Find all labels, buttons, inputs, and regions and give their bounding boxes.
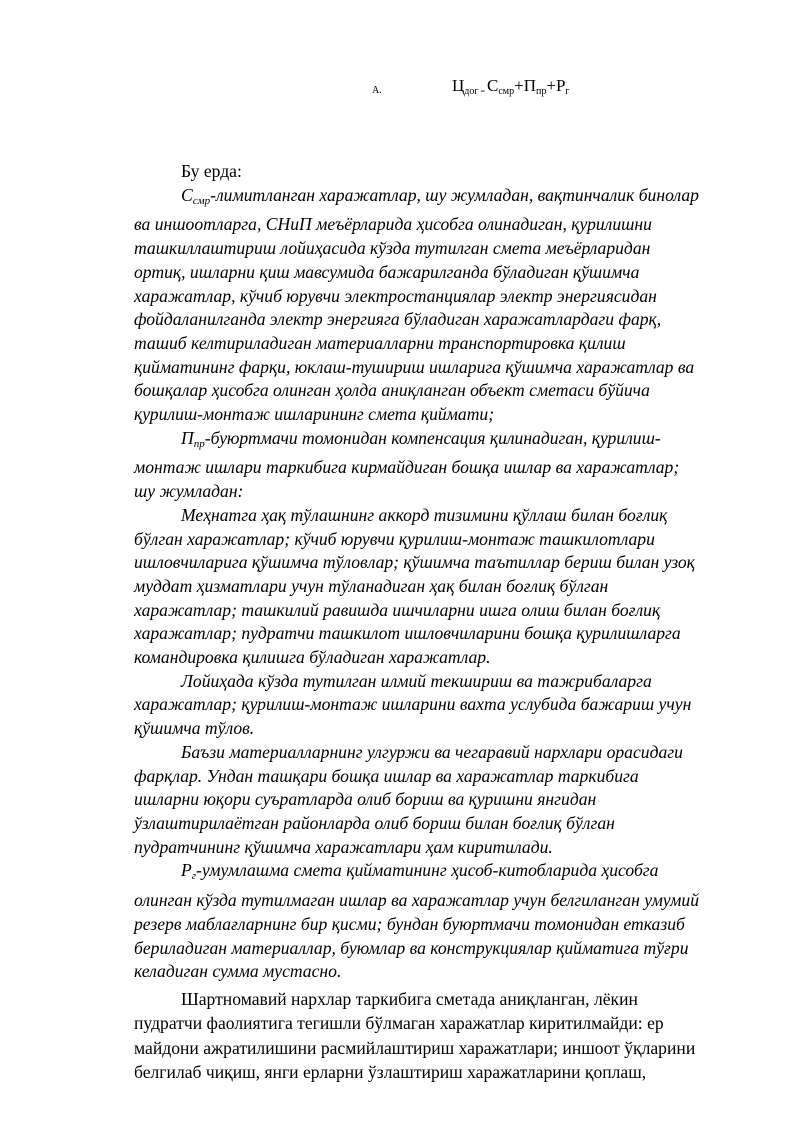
- paragraph-contract-prices: Шартномавий нархлар таркибига сметада аниқланган, лёкин пудратчи фаолиятига тегишли бўлмаган харажатлар киритилмайди: ер майдони ажратилишини расмийлаштириш харажатлари; иншоот ўқларини белгилаб чиқиш, янги ерларни ўзлаштириш харажатларини қоплаш,: [134, 988, 696, 1083]
- paragraph-rg: $Р_г$-умумлашма смета қийматининг ҳисоб-китобларида ҳисобга олинган кўзда тутилмаган ишлар ва харажатлар учун белгиланган умумий резерв маблағларнинг бир қисми; бундан буюртмачи томонидан етказиб бериладиган материаллар, буюмлар ва конструкциялар қийматига тўғри келадиган сумма мустасно.: [134, 860, 700, 982]
- paragraph-research-costs: Лойиҳада кўзда тутилган илмий текшириш ва тажрибаларга харажатлар; қурилиш-монтаж ишларини вахта услубида бажариш учун қўшимча тўлов.: [134, 670, 692, 739]
- intro-line: Бу ерда:: [181, 161, 242, 181]
- paragraph-smr: $С_{смр}$-лимитланган харажатлар, шу жумладан, вақтинчалик бинолар ва иншоотларга, СНиП меъёрларида ҳисобга олинадиган, қурилишни ташкиллаштириш лойиҳасида кўзда тутилган смета меъёрларидан ортиқ, ишларни қиш мавсумида бажарилганда бўладиган қўшимча харажатлар, кўчиб юрувчи электростанциялар электр энергиясидан фойдаланилганда электр энергияга бўладиган харажатлардаги фарқ, ташиб келтириладиган материалларни транспортировка қилиш қийматининг фарқи, юклаш-тушириш ишларига қўшимча харажатлар ва бошқалар ҳисобга олинган ҳолда аниқланган объект сметаси бўйича қурилиш-монтаж ишларининг смета қиймати;: [134, 184, 699, 425]
- paragraph-price-differences: Баъзи материалларнинг улгуржи ва чегаравий нархлари орасидаги фарқлар. Ундан ташқари бошқа ишлар ва харажатлар таркибига ишларни юқори суъратларда олиб бориш ва қуришни янгидан ўзлаштирилаётган районларда олиб бориш билан боғлиқ бўлган пудратчининг қўшимча харажатлари ҳам киритилади.: [134, 741, 683, 857]
- formula-label: А.: [372, 85, 382, 96]
- paragraph-labor-costs: Меҳнатга ҳақ тўлашнинг аккорд тизимини қўллаш билан боғлиқ бўлган харажатлар; кўчиб юрувчи қурилиш-монтаж ташкилотлари ишловчиларига қўшимча тўловлар; қўшимча таътиллар бериш билан узоқ муддат ҳизматлари учун тўланадиган ҳақ билан боғлиқ бўлган харажатлар; ташкилий равишда ишчиларни ишга олиш билан боғлиқ харажатлар; пудратчи ташкилот ишловчиларини бошқа қурилишларга командировка қилишга бўладиган харажатлар.: [134, 504, 695, 668]
- paragraph-pr: $П_{пр}$-буюртмачи томонидан компенсация қилинадиган, қурилиш- монтаж ишлари таркибига кирмайдиган бошқа ишлар ва харажатлар; шу жумладан:: [134, 427, 680, 502]
- body-text: [134, 160, 740, 1085]
- contract-price-formula: $Ц_{дог =}$ $С_{смр}+П_{пр}+Р_г$: [452, 76, 570, 97]
